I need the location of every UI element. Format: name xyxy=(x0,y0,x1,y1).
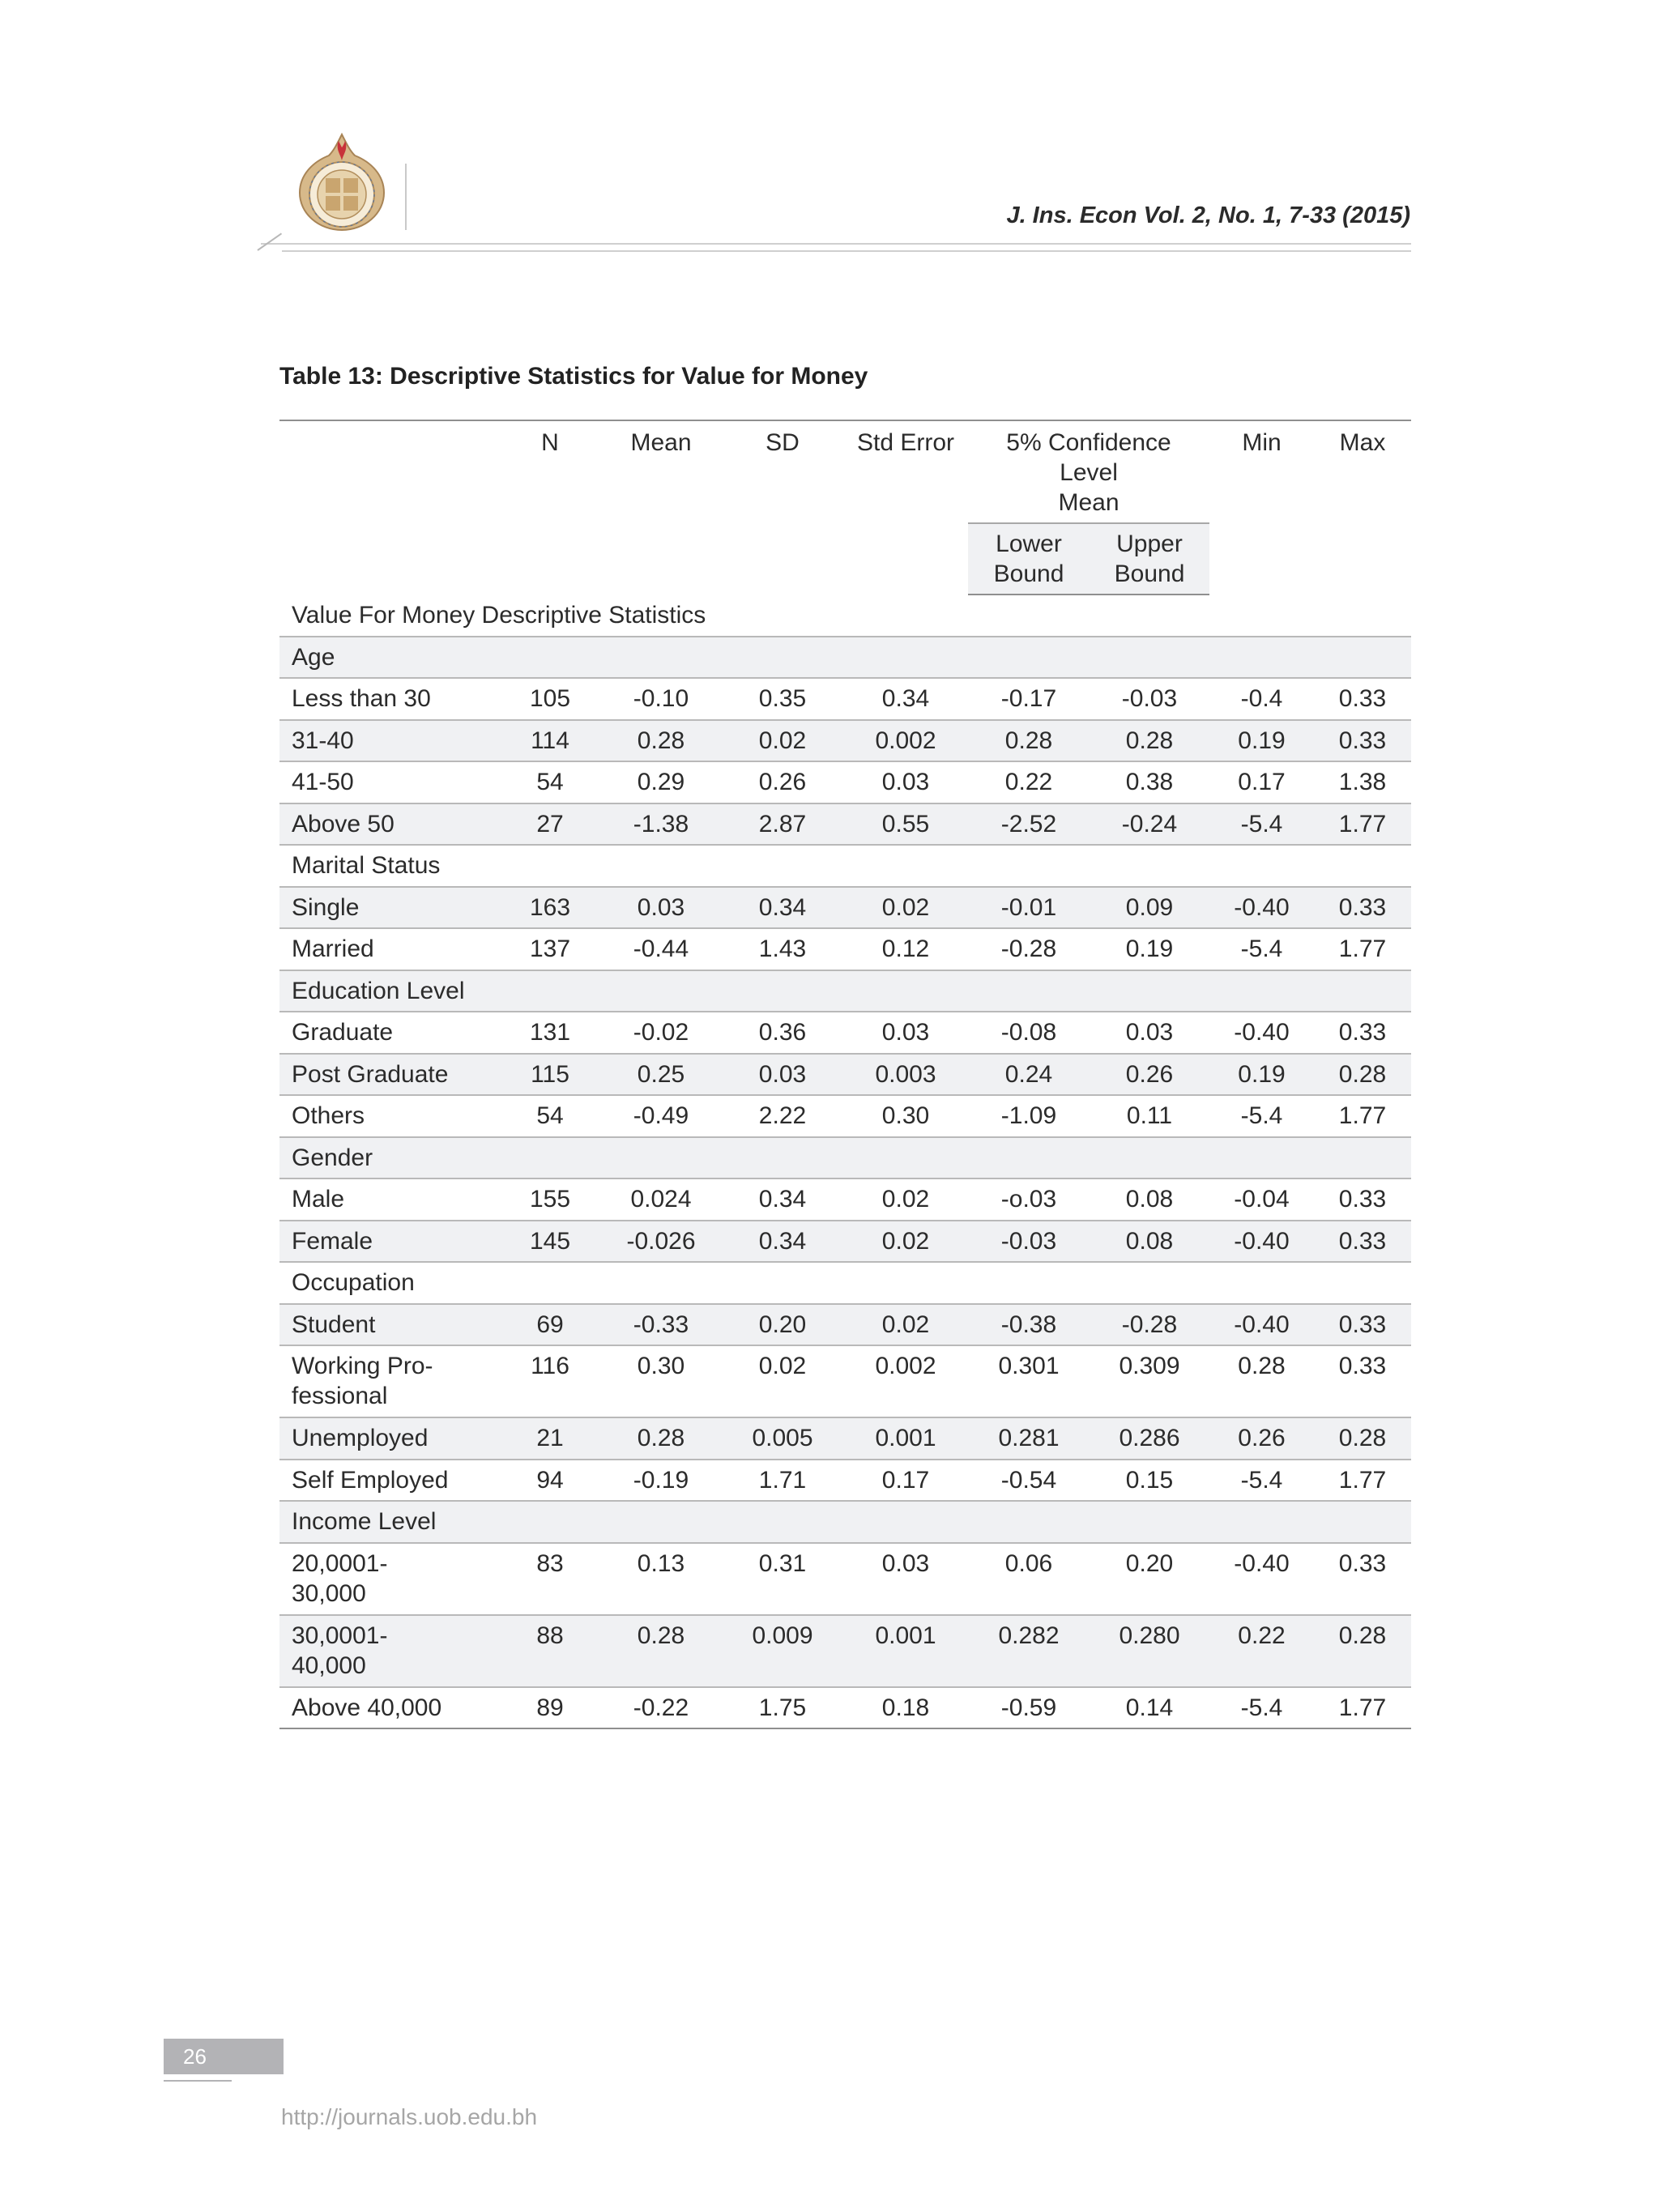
row-label-line: Female xyxy=(292,1227,373,1255)
descriptive-statistics-table xyxy=(279,420,1411,1729)
table-row xyxy=(279,1221,1411,1263)
cell-min: -0.4 xyxy=(1240,685,1283,713)
cell-std-error: 0.12 xyxy=(881,936,930,963)
cell-min: -0.40 xyxy=(1234,893,1290,921)
cell-upper-bound: 0.14 xyxy=(1125,1694,1174,1721)
section-row xyxy=(279,1501,1411,1543)
cell-std-error: 0.03 xyxy=(881,769,930,796)
table-row xyxy=(279,1543,1411,1615)
section-row xyxy=(279,1137,1411,1179)
cell-std-error: 0.02 xyxy=(881,1186,930,1213)
table-body xyxy=(279,595,1411,1728)
section-row xyxy=(279,637,1411,679)
cell-upper-bound: 0.28 xyxy=(1125,727,1174,754)
cell-std-error: 0.02 xyxy=(881,893,930,921)
cell-min: -5.4 xyxy=(1240,1102,1283,1130)
cell-sd: 0.02 xyxy=(758,727,807,754)
cell-n: 114 xyxy=(531,727,569,754)
section-label: Age xyxy=(292,643,335,671)
cell-min: -5.4 xyxy=(1240,1694,1283,1721)
table-row xyxy=(279,1460,1411,1502)
cell-n: 89 xyxy=(536,1694,564,1721)
row-label-line: Above 50 xyxy=(292,810,394,837)
row-label-line: Self Employed xyxy=(292,1466,449,1494)
cell-max: 1.77 xyxy=(1338,1102,1387,1130)
cell-std-error: 0.02 xyxy=(881,1227,930,1255)
cell-lower-bound: 0.22 xyxy=(1004,769,1053,796)
cell-n: 83 xyxy=(536,1549,564,1577)
cell-max: 0.33 xyxy=(1338,1311,1387,1338)
cell-n: 145 xyxy=(529,1227,571,1255)
cell-upper-bound: 0.38 xyxy=(1125,769,1174,796)
section-row xyxy=(279,1262,1411,1304)
cell-min: -0.40 xyxy=(1234,1227,1290,1255)
cell-min: -5.4 xyxy=(1240,1466,1283,1494)
cell-n: 69 xyxy=(536,1311,564,1338)
cell-mean: 0.29 xyxy=(637,769,685,796)
table-row xyxy=(279,1345,1411,1417)
cell-max: 0.28 xyxy=(1338,1060,1387,1088)
row-label xyxy=(279,1460,500,1502)
cell-lower-bound: -0.01 xyxy=(1000,893,1057,921)
row-label xyxy=(279,1304,500,1346)
row-label-line: Above 40,000 xyxy=(292,1694,442,1721)
cell-n: 94 xyxy=(536,1466,564,1494)
cell-mean: 0.03 xyxy=(637,893,685,921)
cell-max: 1.38 xyxy=(1338,769,1387,796)
row-label-line: Single xyxy=(292,893,360,921)
table-row xyxy=(279,678,1411,720)
cell-n: 115 xyxy=(531,1060,569,1088)
cell-std-error: 0.30 xyxy=(881,1102,930,1130)
header-divider xyxy=(405,164,407,230)
section-row xyxy=(279,845,1411,887)
cell-sd: 0.02 xyxy=(758,1353,807,1379)
table-row xyxy=(279,928,1411,970)
page-number-rule xyxy=(164,2080,232,2082)
cell-max: 0.28 xyxy=(1338,1622,1387,1649)
cell-std-error: 0.001 xyxy=(875,1425,936,1452)
cell-max: 0.33 xyxy=(1338,1227,1387,1255)
cell-n: 105 xyxy=(529,685,571,713)
header-std-error: Std Error xyxy=(843,420,968,595)
header-rule-secondary xyxy=(282,250,1411,252)
header-n: N xyxy=(500,420,600,595)
cell-sd: 0.20 xyxy=(758,1311,807,1338)
cell-sd: 0.31 xyxy=(758,1549,807,1577)
cell-std-error: 0.02 xyxy=(881,1311,930,1338)
row-label xyxy=(279,1095,500,1137)
cell-n: 88 xyxy=(536,1622,564,1649)
cell-min: -0.04 xyxy=(1234,1186,1290,1213)
cell-max: 0.33 xyxy=(1338,1019,1387,1046)
cell-sd: 0.36 xyxy=(758,1019,807,1046)
row-label-line: Working Pro- xyxy=(292,1353,433,1379)
cell-mean: 0.13 xyxy=(637,1549,685,1577)
cell-n: 21 xyxy=(536,1425,564,1452)
cell-n: 116 xyxy=(531,1353,569,1379)
cell-lower-bound: -0.08 xyxy=(1000,1019,1057,1046)
header-ci-line-1: 5% Confidence xyxy=(1006,429,1171,456)
header-lower-bound xyxy=(968,523,1090,595)
cell-mean: -0.44 xyxy=(633,936,689,963)
cell-mean: -0.33 xyxy=(633,1311,689,1338)
cell-std-error: 0.001 xyxy=(875,1622,936,1649)
cell-mean: -0.02 xyxy=(633,1019,689,1046)
cell-upper-bound: 0.11 xyxy=(1126,1102,1173,1130)
cell-max: 0.28 xyxy=(1338,1425,1387,1452)
table-row xyxy=(279,1417,1411,1460)
cell-mean: -0.49 xyxy=(633,1102,689,1130)
header-rule xyxy=(261,243,1411,245)
header-rule-accent xyxy=(257,233,282,251)
table-row xyxy=(279,1615,1411,1687)
row-label xyxy=(279,1345,500,1417)
row-label-line: 31-40 xyxy=(292,727,354,754)
cell-std-error: 0.002 xyxy=(875,727,936,754)
cell-mean: 0.30 xyxy=(637,1353,685,1379)
table-row xyxy=(279,1304,1411,1346)
cell-std-error: 0.003 xyxy=(875,1060,936,1088)
row-label-line: 30,0001- xyxy=(292,1622,388,1649)
cell-std-error: 0.002 xyxy=(875,1353,936,1379)
cell-sd: 1.43 xyxy=(758,936,807,963)
cell-upper-bound: 0.08 xyxy=(1125,1227,1174,1255)
cell-max: 1.77 xyxy=(1338,1694,1387,1721)
cell-lower-bound: -o.03 xyxy=(1000,1186,1057,1213)
cell-upper-bound: 0.280 xyxy=(1119,1622,1180,1649)
cell-lower-bound: -0.59 xyxy=(1000,1694,1057,1721)
row-label-line: Unemployed xyxy=(292,1425,429,1452)
cell-mean: -0.22 xyxy=(633,1694,689,1721)
table-row xyxy=(279,887,1411,929)
cell-n: 155 xyxy=(529,1186,571,1213)
table-row xyxy=(279,1178,1411,1221)
row-label xyxy=(279,761,500,803)
row-label-line: Others xyxy=(292,1102,365,1130)
cell-n: 54 xyxy=(536,769,564,796)
cell-mean: 0.28 xyxy=(637,1622,685,1649)
cell-std-error: 0.18 xyxy=(881,1694,930,1721)
footer-url: http://journals.uob.edu.bh xyxy=(281,2104,538,2129)
cell-mean: -1.38 xyxy=(633,810,689,837)
row-label xyxy=(279,1221,500,1263)
table-row xyxy=(279,1012,1411,1054)
cell-lower-bound: -0.28 xyxy=(1000,936,1057,963)
cell-lower-bound: -1.09 xyxy=(1000,1102,1057,1130)
cell-std-error: 0.17 xyxy=(881,1466,930,1494)
cell-n: 54 xyxy=(536,1102,564,1130)
cell-lower-bound: 0.06 xyxy=(1004,1549,1053,1577)
cell-min: -5.4 xyxy=(1240,810,1283,837)
cell-max: 0.33 xyxy=(1338,893,1387,921)
cell-sd: 0.34 xyxy=(758,1227,807,1255)
cell-upper-bound: 0.26 xyxy=(1125,1060,1174,1088)
cell-max: 0.33 xyxy=(1338,1549,1387,1577)
header-sd: SD xyxy=(722,420,843,595)
cell-mean: -0.026 xyxy=(626,1227,696,1255)
cell-max: 0.33 xyxy=(1338,685,1387,713)
cell-std-error: 0.03 xyxy=(881,1549,930,1577)
cell-min: 0.19 xyxy=(1238,1060,1286,1088)
cell-std-error: 0.55 xyxy=(881,810,930,837)
row-label xyxy=(279,1178,500,1221)
cell-lower-bound: 0.301 xyxy=(998,1353,1060,1379)
cell-sd: 0.03 xyxy=(758,1060,807,1088)
cell-n: 137 xyxy=(529,936,571,963)
row-label xyxy=(279,1012,500,1054)
section-label: Occupation xyxy=(292,1269,415,1297)
cell-lower-bound: 0.282 xyxy=(998,1622,1060,1649)
row-label-line: Male xyxy=(292,1186,345,1213)
cell-max: 1.77 xyxy=(1338,810,1387,837)
row-label xyxy=(279,678,500,720)
row-label xyxy=(279,1615,500,1687)
table-row xyxy=(279,803,1411,846)
header-max: Max xyxy=(1314,420,1411,595)
row-label-line: 41-50 xyxy=(292,769,354,796)
cell-min: 0.22 xyxy=(1238,1622,1286,1649)
row-label xyxy=(279,928,500,970)
cell-min: -5.4 xyxy=(1240,936,1283,963)
header-confidence-level xyxy=(968,420,1209,523)
cell-min: -0.40 xyxy=(1234,1019,1290,1046)
cell-max: 1.77 xyxy=(1338,936,1387,963)
header-lower-line-2: Bound xyxy=(993,560,1064,587)
table-row xyxy=(279,1054,1411,1096)
cell-sd: 0.26 xyxy=(758,769,807,796)
row-label-line: 40,000 xyxy=(292,1652,366,1679)
table-title: Value For Money Descriptive Statistics xyxy=(292,602,706,629)
cell-lower-bound: -0.17 xyxy=(1000,685,1057,713)
cell-sd: 1.75 xyxy=(758,1694,807,1721)
cell-upper-bound: 0.03 xyxy=(1125,1019,1174,1046)
cell-mean: -0.19 xyxy=(633,1466,689,1494)
table-row xyxy=(279,1095,1411,1137)
cell-sd: 0.005 xyxy=(752,1425,813,1452)
cell-upper-bound: -0.24 xyxy=(1121,810,1178,837)
row-label-line: Post Graduate xyxy=(292,1060,449,1088)
cell-mean: 0.25 xyxy=(637,1060,685,1088)
header-mean: Mean xyxy=(600,420,722,595)
cell-lower-bound: -0.54 xyxy=(1000,1466,1057,1494)
cell-max: 1.77 xyxy=(1338,1466,1387,1494)
cell-sd: 0.009 xyxy=(752,1622,813,1649)
row-label xyxy=(279,887,500,929)
cell-n: 131 xyxy=(529,1019,571,1046)
section-label: Education Level xyxy=(292,977,465,1004)
cell-upper-bound: 0.20 xyxy=(1125,1549,1174,1577)
row-label-line: 30,000 xyxy=(292,1579,366,1607)
cell-max: 0.33 xyxy=(1338,1353,1387,1379)
cell-mean: -0.10 xyxy=(633,685,689,713)
section-label: Income Level xyxy=(292,1508,437,1536)
header-upper-bound xyxy=(1090,523,1209,595)
cell-upper-bound: 0.08 xyxy=(1125,1186,1174,1213)
cell-mean: 0.024 xyxy=(630,1186,692,1213)
cell-min: 0.26 xyxy=(1238,1425,1286,1452)
cell-upper-bound: 0.09 xyxy=(1125,893,1174,921)
cell-min: 0.19 xyxy=(1238,727,1286,754)
header-min: Min xyxy=(1209,420,1314,595)
header-ci-line-3: Mean xyxy=(1058,489,1120,516)
row-label xyxy=(279,720,500,762)
cell-sd: 2.87 xyxy=(758,810,807,837)
page-number: 26 xyxy=(164,2039,284,2074)
cell-max: 0.33 xyxy=(1338,1186,1387,1213)
section-label: Gender xyxy=(292,1144,373,1171)
cell-lower-bound: -0.03 xyxy=(1000,1227,1057,1255)
cell-lower-bound: 0.28 xyxy=(1004,727,1053,754)
row-label-line: Less than 30 xyxy=(292,685,431,713)
row-label xyxy=(279,803,500,846)
cell-n: 163 xyxy=(529,893,571,921)
cell-std-error: 0.34 xyxy=(881,685,930,713)
cell-max: 0.33 xyxy=(1338,727,1387,754)
cell-min: 0.28 xyxy=(1238,1353,1286,1379)
cell-upper-bound: -0.03 xyxy=(1121,685,1178,713)
row-label xyxy=(279,1543,500,1615)
header-upper-line-2: Bound xyxy=(1114,560,1185,587)
cell-sd: 2.22 xyxy=(758,1102,807,1130)
cell-upper-bound: -0.28 xyxy=(1121,1311,1178,1338)
table-caption: Table 13: Descriptive Statistics for Value for Money xyxy=(279,363,868,390)
university-seal-icon xyxy=(293,130,390,235)
cell-std-error: 0.03 xyxy=(881,1019,930,1046)
cell-lower-bound: -0.38 xyxy=(1000,1311,1057,1338)
row-label-line: Student xyxy=(292,1311,376,1338)
header-blank xyxy=(279,420,500,595)
table-row xyxy=(279,761,1411,803)
row-label-line: fessional xyxy=(292,1383,388,1409)
cell-lower-bound: 0.24 xyxy=(1004,1060,1053,1088)
row-label-line: 20,0001- xyxy=(292,1549,388,1577)
cell-upper-bound: 0.286 xyxy=(1119,1425,1180,1452)
cell-mean: 0.28 xyxy=(637,1425,685,1452)
header-ci-line-2: Level xyxy=(1060,459,1118,486)
cell-min: -0.40 xyxy=(1234,1311,1290,1338)
table-title-row xyxy=(279,595,1411,637)
table-header-row xyxy=(279,420,1411,523)
cell-upper-bound: 0.19 xyxy=(1125,936,1174,963)
cell-mean: 0.28 xyxy=(637,727,685,754)
row-label xyxy=(279,1417,500,1460)
cell-n: 27 xyxy=(536,810,564,837)
section-row xyxy=(279,970,1411,1012)
cell-sd: 1.71 xyxy=(758,1466,807,1494)
cell-upper-bound: 0.15 xyxy=(1125,1466,1174,1494)
cell-sd: 0.34 xyxy=(758,1186,807,1213)
cell-lower-bound: -2.52 xyxy=(1000,810,1057,837)
table-row xyxy=(279,1687,1411,1729)
table-row xyxy=(279,720,1411,762)
row-label-line: Graduate xyxy=(292,1019,394,1046)
row-label xyxy=(279,1687,500,1729)
header-upper-line-1: Upper xyxy=(1116,531,1183,557)
cell-lower-bound: 0.281 xyxy=(998,1425,1060,1452)
row-label-line: Married xyxy=(292,936,374,963)
section-label: Marital Status xyxy=(292,852,441,880)
cell-upper-bound: 0.309 xyxy=(1119,1353,1180,1379)
cell-sd: 0.35 xyxy=(758,685,807,713)
cell-min: -0.40 xyxy=(1234,1549,1290,1577)
cell-sd: 0.34 xyxy=(758,893,807,921)
row-label xyxy=(279,1054,500,1096)
cell-min: 0.17 xyxy=(1238,769,1286,796)
header-lower-line-1: Lower xyxy=(996,531,1062,557)
journal-reference: J. Ins. Econ Vol. 2, No. 1, 7-33 (2015) xyxy=(1006,202,1410,228)
